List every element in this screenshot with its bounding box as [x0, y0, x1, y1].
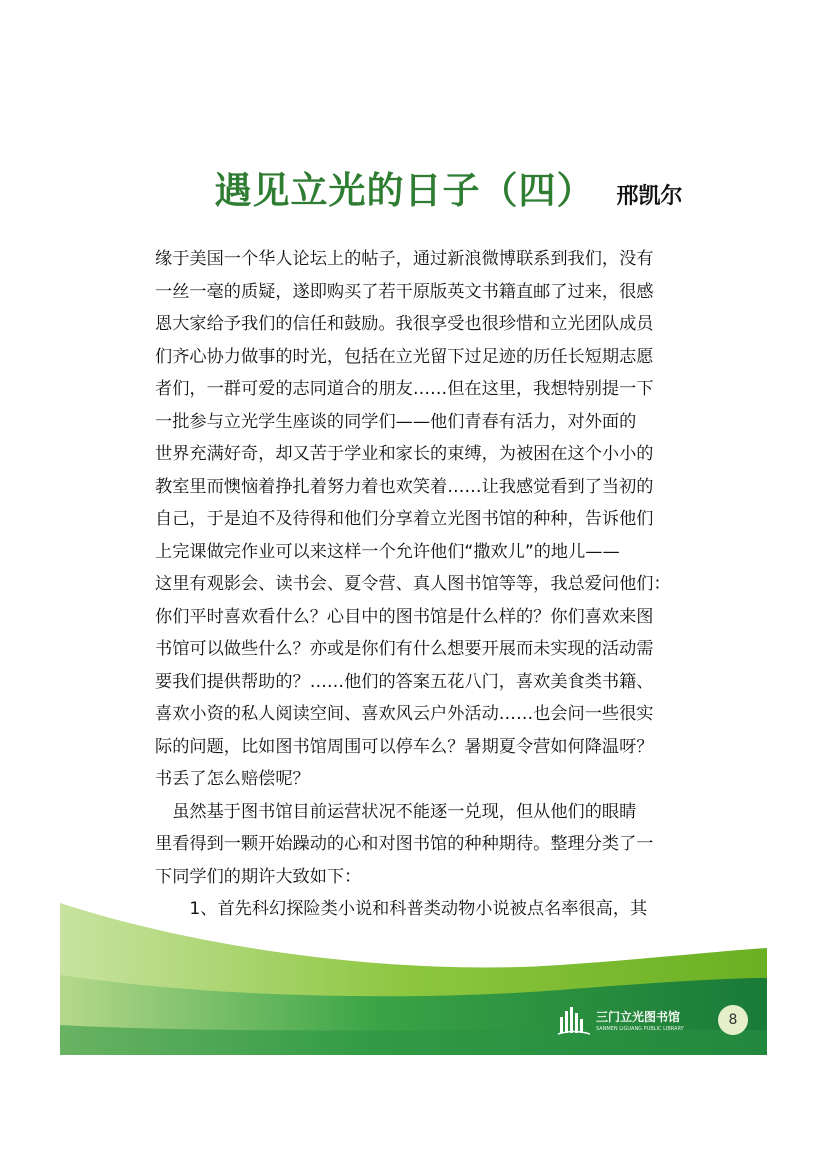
- body-line: 书丢了怎么赔偿呢？: [155, 769, 310, 789]
- body-line: 教室里而懊恼着挣扎着努力着也欢笑着……让我感觉看到了当初的: [155, 476, 654, 497]
- body-line: 里看得到一颗开始躁动的心和对图书馆的种种期待。整理分类了一: [155, 834, 654, 854]
- body-line: 一批参与立光学生座谈的同学们——他们青春有活力，对外面的: [155, 411, 637, 432]
- body-line: 这里有观影会、读书会、夏令营、真人图书馆等等，我总爱问他们：: [155, 574, 671, 594]
- body-line: 书馆可以做些什么？亦或是你们有什么想要开展而未实现的活动需: [155, 639, 654, 659]
- body-line: 一丝一毫的质疑，遂即购买了若干原版英文书籍直邮了过来，很感: [155, 281, 654, 302]
- article-title: 遇见立光的日子（四）: [214, 169, 595, 212]
- body-line: 1、首先科幻探险类小说和科普类动物小说被点名率很高，其: [155, 899, 648, 919]
- author-name: 邢凯尔: [616, 184, 683, 209]
- body-line: 恩大家给予我们的信任和鼓励。我很享受也很珍惜和立光团队成员: [155, 314, 654, 334]
- body-line: 你们平时喜欢看什么？心目中的图书馆是什么样的？你们喜欢来图: [155, 606, 654, 627]
- body-line: 们齐心协力做事的时光，包括在立光留下过足迹的历任长短期志愿: [155, 346, 654, 367]
- logo-name: 三门立光图书馆: [596, 1010, 681, 1024]
- logo-subtitle: SANMEN LIGUANG PUBLIC LIBRARY: [596, 1026, 684, 1032]
- body-line: 缘于美国一个华人论坛上的帖子，通过新浪微博联系到我们，没有: [155, 249, 654, 269]
- body-line: 自己，于是迫不及待得和他们分享着立光图书馆的种种，告诉他们: [155, 509, 654, 529]
- body-line: 上完课做完作业可以来这样一个允许他们“撒欢儿”的地儿——: [155, 541, 620, 562]
- body-line: 下同学们的期许大致如下：: [155, 866, 362, 887]
- logo-text: [596, 1008, 684, 1032]
- body-line: 虽然基于图书馆目前运营状况不能逐一兑现，但从他们的眼睛: [155, 801, 637, 822]
- body-line: 要我们提供帮助的？……他们的答案五花八门，喜欢美食类书籍、: [155, 671, 654, 692]
- page-number: 8: [718, 1005, 748, 1035]
- title-row: [0, 160, 827, 214]
- library-logo: [558, 1002, 688, 1038]
- library-building-icon: [558, 1005, 590, 1035]
- body-line: 喜欢小资的私人阅读空间、喜欢风云户外活动……也会问一些很实: [155, 704, 654, 724]
- body-line: 际的问题，比如图书馆周围可以停车么？暑期夏令营如何降温呀？: [155, 736, 654, 757]
- article-body: [155, 243, 695, 926]
- body-line: 世界充满好奇，却又苦于学业和家长的束缚，为被困在这个小小的: [155, 444, 654, 464]
- body-line: 者们，一群可爱的志同道合的朋友……但在这里，我想特别提一下: [155, 379, 654, 399]
